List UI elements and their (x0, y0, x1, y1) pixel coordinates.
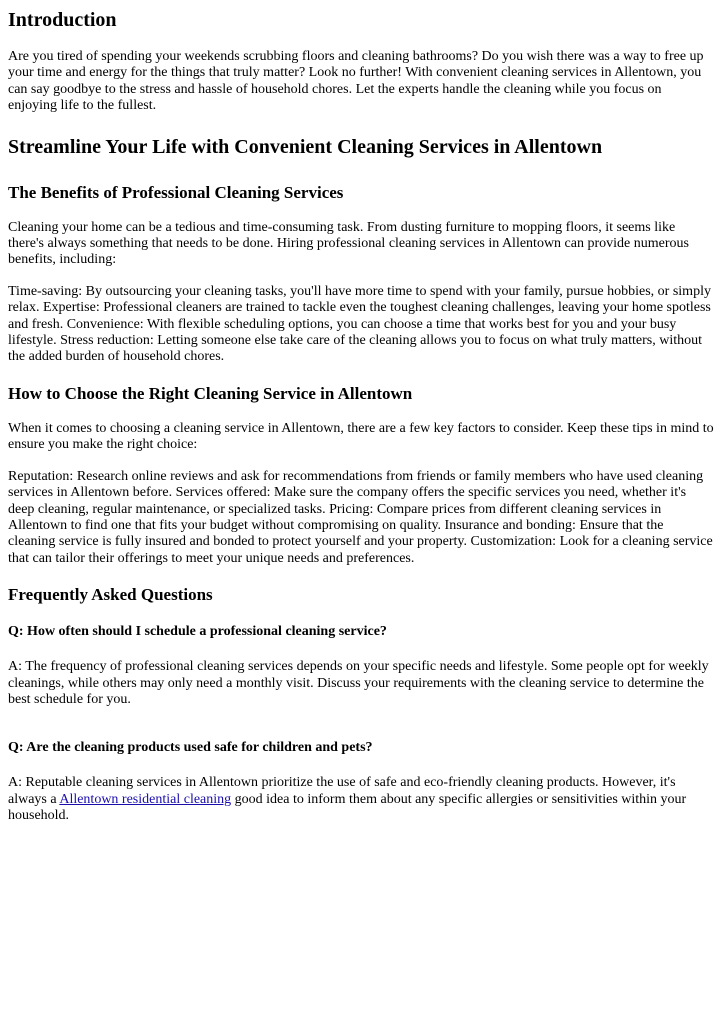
document-page (0, 8, 720, 1026)
choose-service-intro-paragraph: When it comes to choosing a cleaning service in Allentown, there are a few key factors to consider. Keep these tips in mind to ensure you make the right choice: (8, 420, 714, 453)
faq-question-2: Q: Are the cleaning products used safe for children and pets? (8, 740, 373, 756)
main-heading: Streamline Your Life with Convenient Cleaning Services in Allentown (8, 135, 603, 158)
benefits-intro-paragraph: Cleaning your home can be a tedious and time-consuming task. From dusting furniture to mopping floors, it seems like there's always something that needs to be done. Hiring professional cleaning services in Allentown can provide numerous benefits, including: (8, 219, 689, 268)
allentown-residential-cleaning-link[interactable]: Allentown residential cleaning (59, 791, 232, 807)
introduction-heading: Introduction (8, 9, 117, 31)
benefits-list-paragraph: Time-saving: By outsourcing your cleaning tasks, you'll have more time to spend with your family, pursue hobbies, or simply relax. Expertise: Professional cleaners are trained to tackle even the toughest cleaning challenges, leaving your home spotless and fresh. Convenience: With flexible scheduling options, you can choose a time that works best for you and your busy lifestyle. Stress reduction: Letting someone else take care of the cleaning allows you to focus on what truly matters, without the added burden of household chores. (8, 283, 711, 365)
faq-answer-2-text-after: good idea to inform them about any specific allergies or sensitivities within your household. (8, 791, 687, 824)
faq-answer-2-text-before: A: Reputable cleaning services in Allentown prioritize the use of safe and eco-friendly cleaning products. However, it's always a (8, 775, 676, 807)
choose-service-heading: How to Choose the Right Cleaning Service in Allentown (8, 383, 413, 403)
benefits-heading: The Benefits of Professional Cleaning Services (8, 182, 344, 202)
choose-service-list-paragraph: Reputation: Research online reviews and ask for recommendations from friends or family members who have used cleaning services in Allentown before. Services offered: Make sure the company offers the specific services you need, whether it's deep cleaning, regular maintenance, or specialized tasks. Pricing: Compare prices from different cleaning services in Allentown to find one that fits your budget without compromising on quality. Insurance and bonding: Ensure that the cleaning service is fully insured and bonded to protect yourself and your property. Customization: Look for a cleaning service that can tailor their offerings to meet your unique needs and preferences. (8, 468, 713, 566)
faq-question-1: Q: How often should I schedule a professional cleaning service? (8, 624, 387, 640)
faq-answer-2 (8, 775, 714, 824)
faq-answer-1: A: The frequency of professional cleaning services depends on your specific needs and lifestyle. Some people opt for weekly cleanings, while others may only need a monthly visit. Discuss your requirements with the cleaning service to determine the best schedule for you. (8, 659, 709, 707)
faq-heading: Frequently Asked Questions (8, 585, 213, 605)
introduction-paragraph: Are you tired of spending your weekends scrubbing floors and cleaning bathrooms? Do you wish there was a way to free up your time and energy for the things that truly matter? Look no further! With convenient cleaning services in Allentown, you can say goodbye to the stress and hassle of household chores. Let the experts handle the cleaning while you focus on enjoying life to the fullest. (8, 49, 704, 114)
